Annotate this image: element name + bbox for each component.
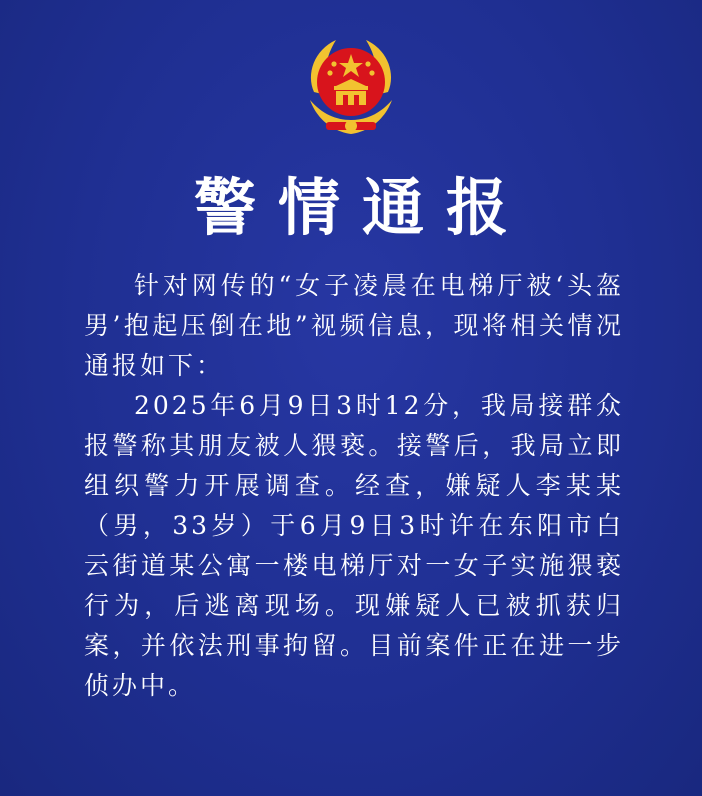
notice-paragraph-intro: 针对网传的“女子凌晨在电梯厅被‘头盔男’抱起压倒在地”视频信息，现将相关情况通报如下： xyxy=(84,271,624,380)
notice-body xyxy=(84,266,624,706)
notice-paragraph-details: 2025年6月9日3时12分，我局接群众报警称其朋友被人猥亵。接警后，我局立即组织警力开展调查。经查，嫌疑人李某某（男，33岁）于6月9日3时许在东阳市白云街道某公寓一楼电梯厅对一女子实施猥亵行为，后逃离现场。现嫌疑人已被抓获归案，并依法刑事拘留。目前案件正在进一步侦办中。 xyxy=(84,391,624,700)
notice-title: 警情通报 xyxy=(193,171,530,244)
national-emblem-icon xyxy=(296,30,406,140)
